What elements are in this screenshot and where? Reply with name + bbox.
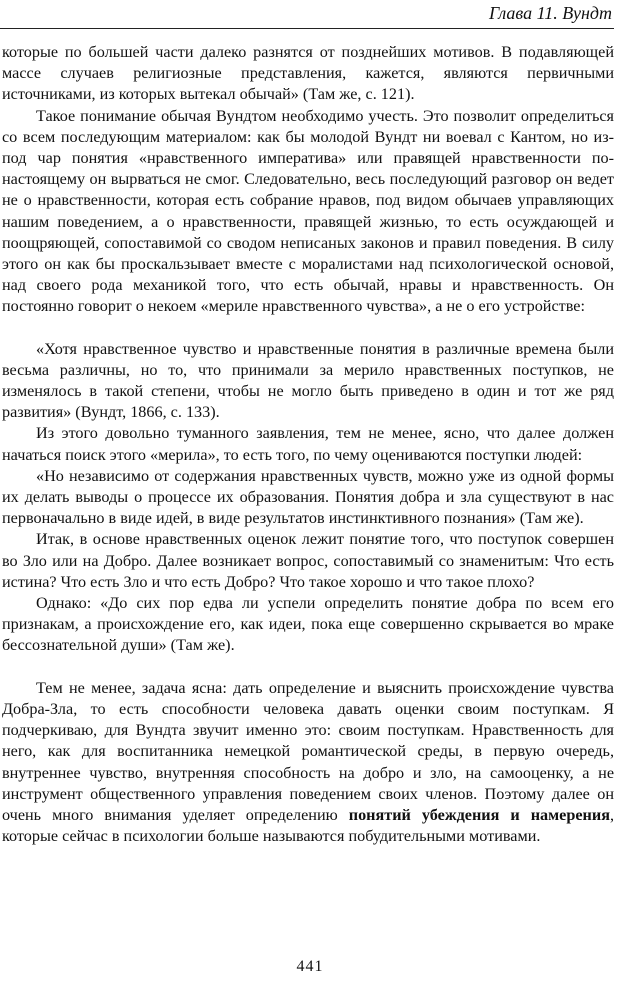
text-segment: , которые сейчас в психологии больше называются побудительными мотивами.: [2, 805, 614, 846]
header-rule: [0, 28, 614, 29]
page-body: [2, 42, 614, 847]
chapter-title: Глава 11. Вундт: [489, 3, 612, 23]
quote-moral-feeling: «Хотя нравственное чувство и нравственные понятия в различные времена были весьма различны, но то, что принимали за мерило нравственных поступков, не изменялось в такой степени, чтобы не могло быть приведено в один и тот же ряд развития» (Вундт, 1866, с. 133).: [2, 339, 614, 422]
running-header: [0, 0, 620, 40]
paragraph-continuation: которые по большей части далеко разнятся от позднейших мотивов. В подавляющей массе случаев религиозные представления, кажется, являются первичными источниками, из которых вытекал обычай» (Там же, с. 121).: [2, 43, 614, 104]
paragraph-good-or-evil: Итак, в основе нравственных оценок лежит понятие того, что поступок совершен во Зло или на Добро. Далее возникает вопрос, сопоставимый со знаменитым: Что есть истина? Что есть Зло и что есть Добро? Что такое хорошо и что такое плохо?: [2, 530, 614, 591]
paragraph-custom-understanding: Такое понимание обычая Вундтом необходимо учесть. Это позволит определиться со всем последующим материалом: как бы молодой Вундт ни воевал с Кантом, но из-под чар понятия «нравственного императива» или правящей нравственности по-настоящему он вырваться не смог. Следовательно, весь последующий разговор он ведет не о нравственности, которая есть собрание нравов, под видом обычаев управляющих нашим поведением, а о нравственности, правящей жизнью, то есть осуждающей и поощряющей, сопоставимой со сводом неписаных законов и правил поведения. В силу этого он как бы проскальзывает вместе с моралистами над психологической основой, над своего рода механикой того, что есть обычай, нравы и нравственность. Он постоянно говорит о некоем «мериле нравственного чувства», а не о его устройстве:: [2, 106, 614, 316]
paragraph-however: Однако: «До сих пор едва ли успели определить понятие добра по всем его признакам, а происхождение его, как идеи, пока еще совершенно скрывается во мраке бессознательной души» (Там же).: [2, 594, 614, 655]
page-number: 441: [296, 958, 324, 975]
text-segment: Тем не менее, задача ясна: дать определение и выяснить происхождение чувства Добра-Зла, то есть способности человека давать оценки своим поступкам. Я подчеркиваю, для Вундта звучит именно это: своим поступкам. Нравственность для него, как для воспитанника немецкой романтической среды, в первую очередь, внутреннее чувство, внутренняя способность на добро и зло, на самооценку, а не инструмент общественного управления поведением своих членов. Поэтому далее он очень много внимания уделяет определению: [2, 678, 614, 824]
paragraph-foggy-statement: Из этого довольно туманного заявления, тем не менее, ясно, что далее должен начаться поиск этого «мерила», то есть того, по чему оцениваются поступки людей:: [2, 424, 614, 464]
bold-term: понятий убеждения и намерения: [348, 805, 610, 824]
quote-good-and-evil: «Но независимо от содержания нравственных чувств, можно уже из одной формы их делать выводы о процессе их образования. Понятия добра и зла существуют в нас первоначально в виде идей, в виде результатов инстинктивного познания» (Там же).: [2, 466, 614, 528]
paragraph-task-clear: [2, 678, 614, 848]
